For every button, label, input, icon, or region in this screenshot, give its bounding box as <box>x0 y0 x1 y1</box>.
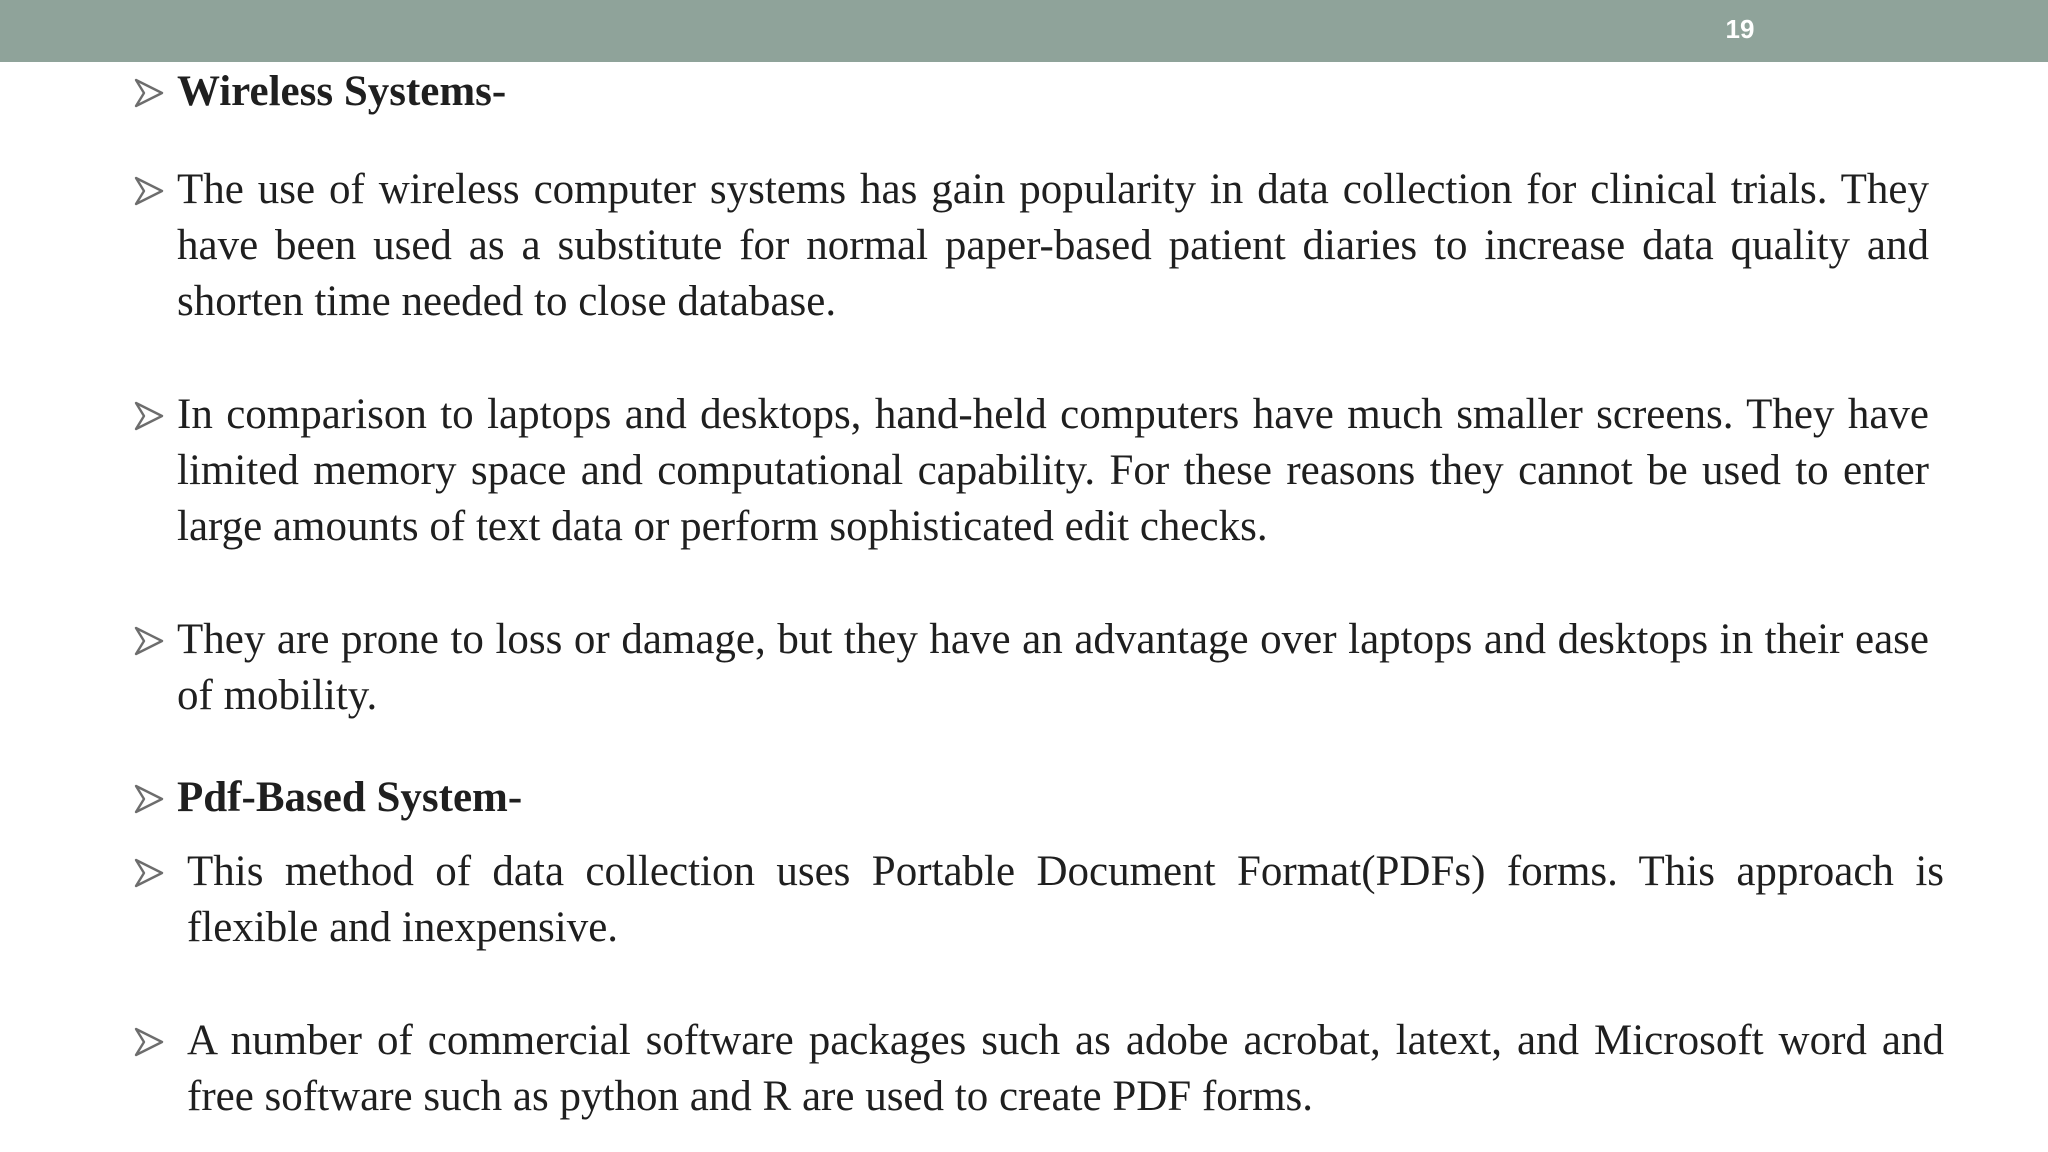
slide-number: 19 <box>1725 14 1755 44</box>
arrowhead-bullet-icon <box>132 387 172 443</box>
arrowhead-bullet-icon <box>132 844 172 900</box>
bullet-text: This method of data collection uses Portable Document Format(PDFs) forms. This approach is flexible and inexpensive. <box>187 848 1944 951</box>
arrowhead-bullet-icon <box>132 64 172 120</box>
bullet-wireless-popularity <box>132 162 1932 332</box>
bullet-wireless-mobility <box>132 612 1932 726</box>
bullet-text: A number of commercial software packages such as adobe acrobat, latext, and Microsoft word and free software such as python and R are used to create PDF forms. <box>187 1017 1944 1120</box>
bullet-pdf-software <box>132 1013 1952 1127</box>
arrowhead-bullet-icon <box>132 1013 172 1069</box>
bullet-text: The use of wireless computer systems has gain popularity in data collection for clinical trials. They have been used as a substitute for normal paper-based patient diaries to increase data quality and shorten time needed to close database. <box>177 166 1929 325</box>
bullet-text: They are prone to loss or damage, but they have an advantage over laptops and desktops in their ease of mobility. <box>177 616 1929 719</box>
bullet-pdf-heading <box>132 770 1932 826</box>
arrowhead-bullet-icon <box>132 612 172 668</box>
arrowhead-bullet-icon <box>132 162 172 218</box>
bullet-pdf-method <box>132 844 1952 958</box>
bullet-text: Wireless Systems- <box>177 68 507 115</box>
bullet-text: Pdf-Based System- <box>177 774 523 821</box>
bullet-text: In comparison to laptops and desktops, hand-held computers have much smaller screens. They have limited memory space and computational capability. For these reasons they cannot be used to enter large amounts of text data or perform sophisticated edit checks. <box>177 391 1929 550</box>
bullet-wireless-heading <box>132 64 1932 120</box>
arrowhead-bullet-icon <box>132 770 172 826</box>
bullet-wireless-comparison <box>132 387 1932 557</box>
